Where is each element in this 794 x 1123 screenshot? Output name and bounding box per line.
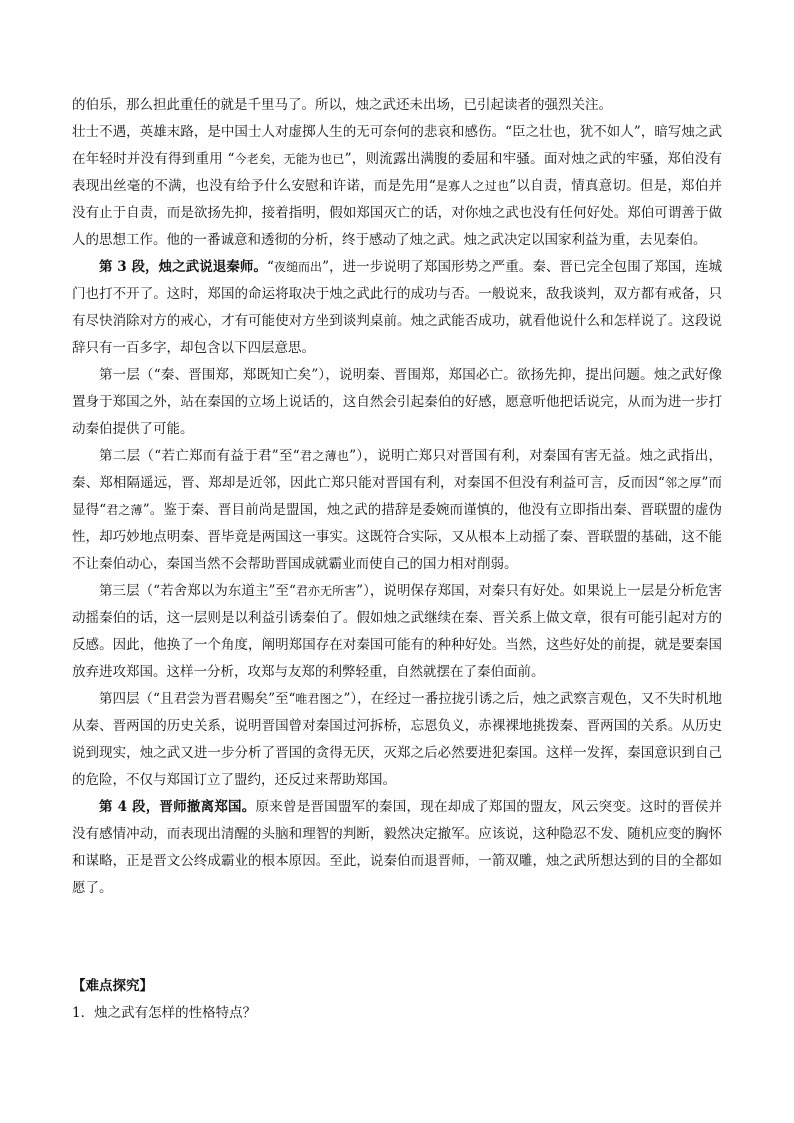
paragraph-layer-1 xyxy=(72,362,722,443)
text-run: “ xyxy=(266,259,274,275)
text-run: 第四层（“且君尝为晋君赐矣”至“ xyxy=(99,691,296,707)
question-1: 1．烛之武有怎样的性格特点？ xyxy=(72,1005,257,1021)
text-run: 的伯乐，那么担此重任的就是千里马了。所以，烛之武还未出场，已引起读者的强烈关注。 xyxy=(72,97,612,113)
quotation: 君之薄也 xyxy=(299,449,350,463)
text-run: ”以自责，情真意切。但是，郑伯并没有止于自责，而是欲扬先抑，接着指明，假如郑国灭亡的话，对你烛之武也没有任何好处。郑伯可谓善于做人的思想工作。他的一番诚意和透彻的分析，终于感动了烛之武。烛之武决定以国家利益为重，去见秦伯。 xyxy=(72,178,722,248)
text-run: ”，进一步说明了郑国形势之严重。秦、晋已完全包围了郑国，连城门也打不开了。这时，郑国的命运将取决于烛之武此行的成功与否。一般说来，敌我谈判，双方都有戒备，只有尽快消除对方的戒心，才有可能使对方坐到谈判桌前。烛之武能否成功，就看他说什么和怎样说了。这段说辞只有一百多字，却包含以下四层意思。 xyxy=(72,259,722,356)
difficulty-section xyxy=(72,973,722,1027)
text-run: ”），说明保存郑国，对秦只有好处。如果说上一层是分析危害动摇秦伯的话，这一层则是以利益引诱秦伯了。假如烛之武继续在秦、晋关系上做文章，很有可能引起对方的反感。因此，他换了一个角度，阐明郑国存在对秦国可能有的种种好处。当然，这些好处的前提，就是要秦国放弃进攻郑国。这样一分析，攻郑与友郑的利弊轻重，自然就摆在了秦伯面前。 xyxy=(72,583,722,680)
text-run: 原来曾是晋国盟军的秦国，现在却成了郑国的盟友，风云突变。这时的晋侯并没有感情冲动，而表现出清醒的头脑和理智的判断，毅然决定撤军。应该说，这种隐忍不发、随机应变的胸怀和谋略，正是晋文公终成霸业的根本原因。至此，说秦伯而退晋师，一箭双雕，烛之武所想达到的目的全都如愿了。 xyxy=(72,799,722,896)
quotation: 唯君图之 xyxy=(295,692,344,706)
paragraph-section-4 xyxy=(72,794,722,902)
text-run: 第三层（“若舍郑以为东道主”至“ xyxy=(99,583,296,599)
text-run: ”），在经过一番拉拢引诱之后，烛之武察言观色，又不失时机地从秦、晋两国的历史关系，说明晋国曾对秦国过河拆桥，忘恩负义，赤裸裸地挑拨秦、晋两国的关系。从历史说到现实，烛之武又进一步分析了晋国的贪得无厌，灭郑之后必然要进犯秦国。这样一发挥，秦国意识到自己的危险，不仅与郑国订立了盟约，还反过来帮助郑国。 xyxy=(72,691,722,788)
quotation: 君之薄 xyxy=(106,503,143,517)
text-run: ”而显得“ xyxy=(72,475,722,518)
paragraph-zheng-bo-persuasion xyxy=(72,119,722,254)
text-run: 壮士不遇，英雄末路，是中国士人对虚掷人生的无可奈何的悲哀和感伤。“臣之壮也，犹不如人”，暗写烛之武在年轻时并没有得到重用 “ xyxy=(72,124,722,167)
quotation: 邻之厚 xyxy=(664,476,702,490)
paragraph-layer-4 xyxy=(72,686,722,794)
quotation: 是寡人之过也 xyxy=(435,179,510,193)
text-run: ”），说明亡郑只对晋国有利，对秦国有害无益。烛之武指出，秦、郑相隔遥远，晋、郑却是近邻，因此亡郑只能对晋国有利，对秦国不但没有利益可言，反而因“ xyxy=(72,448,722,491)
paragraph-layer-2 xyxy=(72,443,722,578)
paragraph-continuation xyxy=(72,92,722,119)
quotation: 君亦无所害 xyxy=(295,584,357,598)
section-heading: 第 4 段，晋师撤离郑国。 xyxy=(99,799,256,815)
text-run: ”。鉴于秦、晋目前尚是盟国，烛之武的措辞是委婉而谨慎的，他没有立即指出秦、晋联盟的虚伪性，却巧妙地点明秦、晋毕竟是两国这一事实。这既符合实际，又从根本上动摇了秦、晋联盟的基础，这不能不让秦伯动心，秦国当然不会帮助晋国成就霸业而使自己的国力相对削弱。 xyxy=(72,502,722,572)
paragraph-section-3 xyxy=(72,254,722,362)
quotation: 今老矣，无能为也已 xyxy=(234,152,345,166)
paragraph-layer-3 xyxy=(72,578,722,686)
text-run: 第二层（“若亡郑而有益于君”至“ xyxy=(99,448,300,464)
quotation: 夜缒而出 xyxy=(273,260,323,274)
text-run: ”，则流露出满腹的委屈和牢骚。面对烛之武的牢骚，郑伯没有表现出丝毫的不满，也没有给予什么安慰和许诺，而是先用“ xyxy=(72,151,722,194)
text-run: 第一层（“秦、晋围郑，郑既知亡矣”），说明秦、晋围郑，郑国必亡。欲扬先抑，提出问题。烛之武好像置身于郑国之外，站在秦国的立场上说话的，这自然会引起秦伯的好感，愿意听他把话说完，从而为进一步打动秦伯提供了可能。 xyxy=(72,367,722,437)
section-heading: 第 3 段，烛之武说退秦师。 xyxy=(99,259,267,275)
section-title: 【难点探究】 xyxy=(72,978,153,994)
body-text xyxy=(72,92,722,902)
